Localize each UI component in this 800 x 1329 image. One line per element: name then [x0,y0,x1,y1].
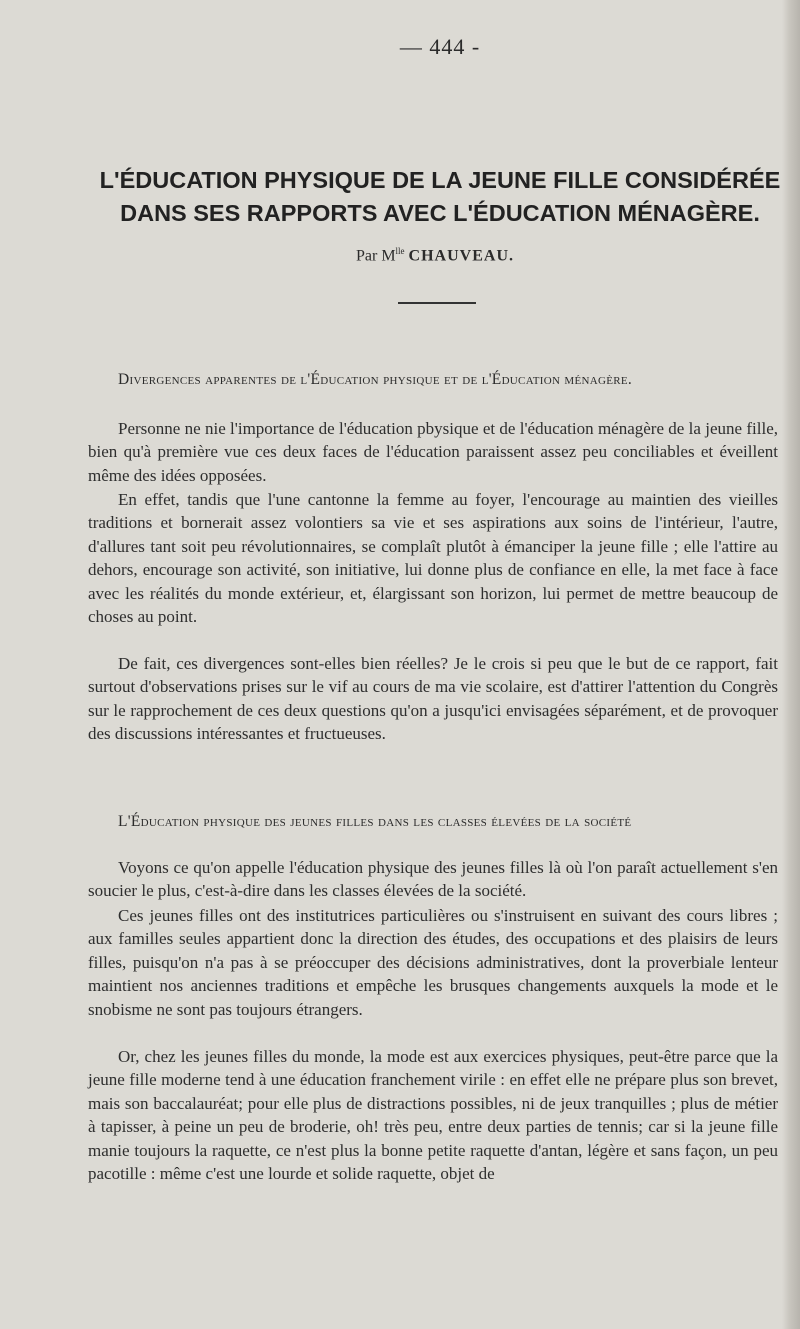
page-number: — 444 - [399,34,481,59]
separator-rule [398,302,476,304]
section-heading-1: Divergences apparentes de l'Éducation physique et de l'Éducation ménagère. [118,371,633,388]
paragraph: Ces jeunes filles ont des institutrices particulières ou s'instruisent en suivant des cours libres ; aux familles seules appartient donc la direction des études, des occupations et des plaisirs de leurs filles, puisqu'on n'a pas à se préoccuper des décisions administratives, dont la proverbiale lenteur maintient nos anciennes traditions et empêche les brusques changements auxquels la mode et le snobisme ne sont pas toujours étrangers. [88,906,778,1019]
paragraph: En effet, tandis que l'une cantonne la femme au foyer, l'encourage au maintien des vieilles traditions et bornerait assez volontiers sa vie et ses aspirations aux soins de l'intérieur, l'autre, d'allures tant soit peu révolutionnaires, se complaît plutôt à émanciper la jeune fille ; elle l'attire au dehors, encourage son activité, son initiative, lui donne plus de confiance en elle, la met face à face avec les réalités du monde extérieur, et, élargissant son horizon, lui permet de mettre beaucoup de choses au point. [88,490,778,627]
author-honorific: lle [395,246,405,256]
title-line-2: DANS SES RAPPORTS AVEC L'ÉDUCATION MÉNAGÈRE. [120,200,760,226]
section-heading-2: L'Éducation physique des jeunes filles dans les classes élevées de la société [118,813,632,830]
author-name: CHAUVEAU. [408,247,514,265]
paragraph: Or, chez les jeunes filles du monde, la mode est aux exercices physiques, peut-être parce que la jeune fille moderne tend à une éducation franchement virile : en effet elle ne prépare plus son brevet, mais son baccalauréat; pour elle plus de distractions possibles, ni de jeux tranquilles ; plus de métier à tapisser, à peine un peu de broderie, oh! très peu, entre deux parties de tennis; car si la jeune fille manie toujours la raquette, ce n'est plus la bonne petite raquette d'antan, légère et sans façon, un peu pacotille : même c'est une lourde et solide raquette, objet de [88,1047,778,1184]
author-prefix: Par M [355,247,396,265]
title-line-1: L'ÉDUCATION PHYSIQUE DE LA JEUNE FILLE CONSIDÉRÉE [99,167,781,193]
paragraph: Voyons ce qu'on appelle l'éducation physique des jeunes filles là où l'on paraît actuellement s'en soucier le plus, c'est-à-dire dans les classes élevées de la société. [88,858,778,901]
author-line [0,246,800,265]
paragraph: De fait, ces divergences sont-elles bien réelles? Je le crois si peu que le but de ce rapport, fait surtout d'observations prises sur le vif au cours de ma vie scolaire, est d'attirer l'attention du Congrès sur le rapprochement de ces deux questions qu'on a jusqu'ici envisagées séparément, et de provoquer des discussions intéressantes et fructueuses. [88,654,778,744]
paragraph: Personne ne nie l'importance de l'éducation pbysique et de l'éducation ménagère de la jeune fille, bien qu'à première vue ces deux faces de l'éducation paraissent assez peu conciliables et éveillent même des idées opposées. [88,419,778,485]
article-title [60,164,800,230]
